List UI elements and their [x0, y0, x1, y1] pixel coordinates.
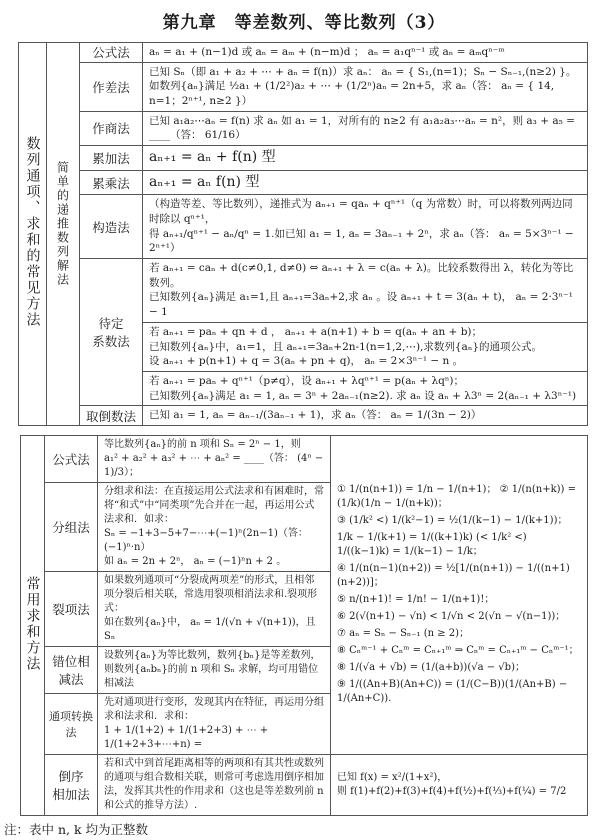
method-content: [143, 259, 588, 323]
reverse-example: [331, 754, 588, 815]
content-line: 如在数列{aₙ}中， aₙ = 1/(√n + √(n+1))，且 Sₙ: [104, 616, 316, 642]
formula-list: [331, 435, 588, 754]
section-label: 常用求和方法: [24, 575, 41, 672]
formula-item: 1/k − 1/(k+1) = 1/((k+1)k) (< 1/k² <) 1/((k−1)k) = 1/(k−1) − 1/k；: [337, 532, 527, 558]
content-line: 若和式中到首尾距离相等的两项和有其共性或数列的通项与组合数相关联，则常可考虑选用倒序相加法，发挥其共性的作用求和（这也是等差数列前 n 和公式的推导方法）.: [104, 757, 324, 811]
content-line: 设 aₙ₊₁ + p(n+1) + q = 3(aₙ + pn + q)， aₙ = 2×3ⁿ⁻¹ − n 。: [149, 355, 464, 368]
content-line: 等比数列{aₙ}的前 n 项和 Sₙ = 2ⁿ − 1，则: [104, 438, 301, 450]
method-label: 公式法: [45, 435, 98, 482]
method-label: 作商法: [80, 111, 143, 145]
content-line: 若 aₙ₊₁ = paₙ + qn + d ， aₙ₊₁ + a(n+1) + b = q(aₙ + an + b)；: [149, 325, 483, 338]
content-line: 已知数列{aₙ}中，a₁=1，且 aₙ₊₁=3aₙ+2n-1(n=1,2,⋯),求数列{aₙ}的通项公式。: [149, 340, 543, 353]
content-line: 如数列{aₙ}满足 ½a₁ + (1/2²)a₂ + ⋯ + (1/2ⁿ)aₙ = 2n+5，求 aₙ（答： aₙ = { 14, n=1；2ⁿ⁺¹, n≥2 }）: [149, 80, 555, 108]
method-label: 倒序 相加法: [45, 754, 98, 815]
content-line: 1 + 1/(1+2) + 1/(1+2+3) + ⋯ + 1/(1+2+3+⋯+n) =: [104, 724, 269, 750]
example-line: 则 f(1)+f(2)+f(3)+f(4)+f(½)+f(⅓)+f(¼) = 7/2: [337, 785, 567, 797]
method-content: [98, 693, 331, 754]
content-line: 设数列{aₙ}为等比数列，数列{bₙ}是等差数列，则数列{aₙbₙ}的前 n 项和 Sₙ 求解，均可用错位相减法: [104, 649, 321, 689]
method-label: 分组法: [45, 482, 98, 571]
method-content: [98, 435, 331, 482]
summation-methods-table: [20, 435, 588, 816]
example-line: 已知 f(x) = x²/(1+x²)，: [337, 771, 448, 783]
content-line: 若 aₙ₊₁ = caₙ + d(c≠0,1, d≠0) ⇔ aₙ₊₁ + λ = c(aₙ + λ)。比较系数得出 λ，转化为等比数列。: [149, 262, 574, 289]
formula-item: ⑥ 2(√(n+1) − √n) < 1/√n < 2(√n − √(n−1))；: [337, 611, 566, 623]
formula-item: ⑧ 1/(√a + √b) = (1/(a+b))(√a − √b)；: [337, 662, 525, 674]
subsection-label: 简单的递推数列解法: [55, 161, 70, 287]
content-line: 如果数列通项可“分裂成两项差”的形式，且相邻项分裂后相关联，常选用裂项相消法求和.裂项形式：: [104, 574, 318, 614]
method-content: [143, 170, 588, 195]
content-line: （构造等差、等比数列），递推式为 aₙ₊₁ = qaₙ + qⁿ⁺¹（q 为常数）时，可以将数列两边同时除以 qⁿ⁺¹，: [149, 198, 573, 225]
method-label: 裂项法: [45, 571, 98, 646]
formula-item: ⑧ Cₙᵐ⁻¹ + Cₙᵐ = Cₙ₊₁ᵐ ⇒ Cₙᵐ = Cₙ₊₁ᵐ − Cₙᵐ⁻¹；: [337, 645, 579, 657]
method-content: [143, 322, 588, 371]
content-line: 已知数列{aₙ}满足 a₁ = 1, aₙ = 3ⁿ + 2aₙ₋₁(n≥2). 求 aₙ 设 aₙ + λ3ⁿ = 2(aₙ₋₁ + λ3ⁿ⁻¹): [149, 389, 577, 402]
content-line: 已知 a₁ = 1, aₙ = aₙ₋₁/(3aₙ₋₁ + 1)，求 aₙ（答： aₙ = 1/(3n − 2)）: [149, 409, 482, 422]
method-content: [98, 754, 331, 815]
recurrence-methods-table: [18, 42, 588, 426]
content-line: 若 aₙ₊₁ = paₙ + qⁿ⁺¹（p≠q），设 aₙ₊₁ + λqⁿ⁺¹ = p(aₙ + λqⁿ)；: [149, 374, 464, 387]
method-content: [98, 571, 331, 646]
formula-item: ③ (1/k² <) 1/(k²−1) = ½(1/(k−1) − 1/(k+1))；: [337, 515, 568, 527]
formula-item: ⑨ 1/((An+B)(An+C)) = (1/(C−B))(1/(An+B) − 1/(An+C)).: [337, 679, 568, 705]
method-label: 公式法: [80, 43, 143, 63]
footnote: 注：表中 n, k 均为正整数: [4, 821, 149, 837]
page-title: 第九章 等差数列、等比数列（3）: [162, 13, 446, 33]
section-cell: [19, 43, 47, 426]
content-line: 先对通项进行变形，发现其内在特征，再运用分组求和法求和．求和：: [104, 696, 324, 722]
formula-item: ④ 1/(n(n−1)(n+2)) = ½[1/(n(n+1)) − 1/((n+1)(n+2))]；: [337, 563, 570, 589]
content-line: Sₙ = −1+3−5+7−⋯+(−1)ⁿ(2n−1)（答：(−1)ⁿ·n）: [104, 527, 308, 553]
method-content: [143, 146, 588, 171]
content-line: aₙ₊₁ = aₙ f(n) 型: [149, 173, 260, 190]
method-label: 累乘法: [80, 170, 143, 195]
content-line: aₙ = a₁ + (n−1)d 或 aₙ = aₘ + (n−m)d ； aₙ = a₁qⁿ⁻¹ 或 aₙ = aₘqⁿ⁻ᵐ: [149, 46, 505, 58]
content-line: aₙ₊₁ = aₙ + f(n) 型: [149, 149, 276, 166]
method-label: 通项转换 法: [45, 693, 98, 754]
method-label: 累加法: [80, 146, 143, 171]
method-content: [143, 111, 588, 145]
method-label: 作差法: [80, 62, 143, 111]
section-cell: [21, 435, 45, 815]
method-content: [143, 406, 588, 426]
method-content: [98, 482, 331, 571]
method-content: [143, 195, 588, 259]
content-line: a₁² + a₂² + a₃² + ⋯ + aₙ² = ____（答： (4ⁿ − 1)/3）；: [104, 452, 324, 478]
method-label: 待定 系数法: [80, 259, 143, 406]
method-content: [143, 371, 588, 405]
method-content: [143, 62, 588, 111]
method-label: 取倒数法: [80, 406, 143, 426]
method-label: 错位相 减法: [45, 646, 98, 693]
method-label: 构造法: [80, 195, 143, 259]
formula-item: ① 1/(n(n+1)) = 1/n − 1/(n+1)； ② 1/(n(n+k)) = (1/k)(1/n − 1/(n+k))；: [337, 484, 576, 510]
content-line: 如 aₙ = 2n + 2ⁿ， aₙ = (−1)ⁿn + 2 。: [104, 555, 287, 567]
method-content: [143, 43, 588, 63]
content-line: 得 aₙ₊₁/qⁿ⁺¹ − aₙ/qⁿ = 1.如已知 a₁ = 1, aₙ = 3aₙ₋₁ + 2ⁿ，求 aₙ（答： aₙ = 5×3ⁿ⁻¹ − 2ⁿ⁺¹）: [149, 227, 574, 255]
content-line: 已知 Sₙ（即 a₁ + a₂ + ⋯ + aₙ = f(n)）求 aₙ： aₙ = { S₁,(n=1)；Sₙ − Sₙ₋₁,(n≥2) }。: [149, 65, 577, 78]
content-line: 已知 a₁a₂⋯aₙ = f(n) 求 aₙ 如 a₁ = 1，对所有的 n≥2 有 a₁a₂a₃⋯aₙ = n²，则 a₃ + a₅ = ____（答： 61/16）: [149, 114, 575, 142]
section-label: 数列通项、求和的常见方法: [24, 136, 41, 329]
method-content: [98, 646, 331, 693]
content-line: 分组求和法：在直接运用公式法求和有困难时，常将“和式”中“同类项”先合并在一起，再运用公式法求和．如求：: [104, 485, 324, 525]
formula-item: ⑤ n/(n+1)! = 1/n! − 1/(n+1)!；: [337, 594, 495, 606]
subsection-cell: [47, 43, 80, 426]
formula-item: ⑦ aₙ = Sₙ − Sₙ₋₁ (n ≥ 2)；: [337, 628, 470, 640]
content-line: 已知数列{aₙ}满足 a₁=1,且 aₙ₊₁=3aₙ+2,求 aₙ 。设 aₙ₊₁ + t = 3(aₙ + t)， aₙ = 2·3ⁿ⁻¹ − 1: [149, 291, 573, 319]
